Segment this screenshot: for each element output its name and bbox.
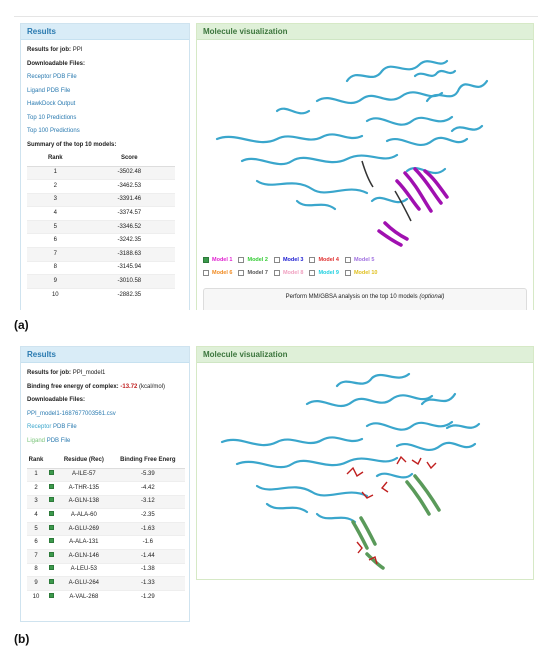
bfe-label: Binding free energy of complex:	[27, 383, 119, 390]
residue-checkbox[interactable]	[45, 468, 57, 482]
checkbox-icon	[309, 270, 315, 276]
col-residue: Residue (Rec)	[57, 454, 111, 468]
mmgbsa-panel	[203, 288, 527, 310]
rank-cell: 9	[27, 577, 45, 591]
residue-checkbox[interactable]	[45, 536, 57, 550]
table-row	[27, 180, 175, 194]
residue-cell: A-ALA-60	[57, 509, 111, 523]
ligand-pdb-link[interactable]: Ligand PDB File	[27, 87, 71, 94]
rank-cell: 1	[27, 166, 84, 180]
csv-link[interactable]: PPI_model1-1687677003561.csv	[27, 410, 116, 417]
model-toggle[interactable]	[203, 257, 232, 263]
model-toggle[interactable]	[345, 257, 374, 263]
checkbox-icon	[49, 511, 54, 516]
checkbox-icon	[49, 593, 54, 598]
table-row	[27, 495, 185, 509]
model-label: Model 10	[353, 270, 378, 276]
hotspot-residues	[347, 457, 436, 564]
rank-cell: 10	[27, 590, 45, 604]
residue-table	[27, 454, 185, 604]
top10-link[interactable]: Top 10 Predictions	[27, 114, 77, 121]
ligand-rest: PDB File	[46, 437, 71, 444]
results-panel	[20, 23, 190, 310]
bfe-value: -13.72	[120, 383, 138, 390]
score-cell: -3391.46	[84, 193, 175, 207]
receptor-ribbon-b	[222, 374, 479, 522]
table-row	[27, 509, 185, 523]
model-label: Model 7	[247, 270, 268, 276]
table-row	[27, 536, 185, 550]
ligand-pdb-link-b[interactable]	[27, 435, 183, 449]
checkbox-icon	[49, 525, 54, 530]
downloads-label-b: Downloadable Files:	[27, 397, 86, 403]
checkbox-icon	[345, 270, 351, 276]
residue-cell: A-GLN-138	[57, 495, 111, 509]
model-toggle[interactable]	[203, 270, 232, 276]
residue-checkbox[interactable]	[45, 482, 57, 496]
table-row	[27, 248, 175, 262]
checkbox-icon	[49, 470, 54, 475]
energy-cell: -5.39	[111, 468, 185, 482]
col-select	[45, 454, 57, 468]
rank-cell: 4	[27, 509, 45, 523]
molecule-viewer[interactable]	[197, 41, 533, 251]
model-label: Model 5	[353, 257, 375, 263]
table-row	[27, 275, 175, 289]
table-row	[27, 482, 185, 496]
model-toggle[interactable]	[309, 257, 338, 263]
score-cell: -2882.35	[84, 288, 175, 302]
panel-a	[14, 16, 538, 310]
table-row	[27, 207, 175, 221]
energy-cell: -1.29	[111, 590, 185, 604]
checkbox-icon	[49, 538, 54, 543]
rank-cell: 1	[27, 468, 45, 482]
viz-panel-b	[196, 346, 534, 580]
checkbox-icon	[309, 257, 315, 263]
residue-cell: A-THR-135	[57, 482, 111, 496]
results-header: Results	[21, 24, 189, 40]
residue-cell: A-GLU-269	[57, 522, 111, 536]
model-toggle[interactable]	[274, 257, 303, 263]
scores-table	[27, 152, 175, 302]
rank-cell: 7	[27, 248, 84, 262]
hawkdock-output-link[interactable]: HawkDock Output	[27, 101, 76, 107]
caption-a: (a)	[14, 318, 29, 332]
residue-checkbox[interactable]	[45, 563, 57, 577]
score-cell: -3374.57	[84, 207, 175, 221]
rank-cell: 2	[27, 180, 84, 194]
energy-cell: -1.38	[111, 563, 185, 577]
model-legend-row2	[203, 270, 383, 278]
model-label: Model 8	[282, 270, 304, 276]
table-row	[27, 522, 185, 536]
mmgbsa-title	[204, 289, 526, 300]
residue-cell: A-GLN-146	[57, 550, 111, 564]
table-row	[27, 563, 185, 577]
score-cell: -3346.52	[84, 220, 175, 234]
ligand-word: Ligand	[27, 437, 46, 444]
score-cell: -3145.94	[84, 261, 175, 275]
rank-cell: 9	[27, 275, 84, 289]
caption-b: (b)	[14, 632, 30, 646]
rank-cell: 3	[27, 495, 45, 509]
col-bfe: Binding Free Energ	[111, 454, 185, 468]
model-toggle[interactable]	[274, 270, 303, 276]
model-label: Model 6	[212, 270, 233, 276]
viz-header-b: Molecule visualization	[197, 347, 533, 363]
bfe-unit: (kcal/mol)	[139, 383, 166, 390]
residue-cell: A-ALA-131	[57, 536, 111, 550]
ligand-ribbon	[379, 169, 447, 245]
residue-checkbox[interactable]	[45, 495, 57, 509]
mmgbsa-text: Perform MM/GBSA analysis on the top 10 models	[285, 294, 418, 300]
col-rank: Rank	[27, 152, 84, 166]
bfe-line	[27, 381, 183, 395]
residue-cell: A-LEU-53	[57, 563, 111, 577]
checkbox-icon	[49, 484, 54, 489]
table-row	[27, 234, 175, 248]
viz-panel	[196, 23, 534, 310]
table-row	[27, 550, 185, 564]
rank-cell: 3	[27, 193, 84, 207]
table-row	[27, 577, 185, 591]
score-cell: -3010.58	[84, 275, 175, 289]
receptor-word: Receptor	[27, 424, 52, 430]
col-rank-b: Rank	[27, 454, 45, 468]
model-toggle[interactable]	[309, 270, 338, 276]
energy-cell: -1.63	[111, 522, 185, 536]
molecule-viewer-b[interactable]	[197, 364, 533, 579]
panel-b	[14, 342, 538, 624]
rank-cell: 5	[27, 522, 45, 536]
mmgbsa-optional: (optional)	[419, 294, 445, 300]
table-row	[27, 193, 175, 207]
residue-cell: A-ILE-57	[57, 468, 111, 482]
rank-cell: 8	[27, 563, 45, 577]
table-row	[27, 468, 185, 482]
rank-cell: 7	[27, 550, 45, 564]
residue-checkbox[interactable]	[45, 590, 57, 604]
checkbox-icon	[274, 270, 280, 276]
residue-checkbox[interactable]	[45, 522, 57, 536]
model-legend-row1	[203, 257, 380, 265]
model-toggle[interactable]	[238, 257, 267, 263]
energy-cell: -1.44	[111, 550, 185, 564]
receptor-pdb-link[interactable]: Receptor PDB File	[27, 74, 77, 80]
job-label: Results for job:	[27, 47, 72, 53]
score-cell: -3242.35	[84, 234, 175, 248]
rank-cell: 8	[27, 261, 84, 275]
checkbox-icon	[49, 579, 54, 584]
job-line	[27, 44, 183, 58]
checkbox-icon	[49, 565, 54, 570]
receptor-pdb-link-b[interactable]	[27, 421, 183, 435]
table-row	[27, 288, 175, 302]
rank-cell: 6	[27, 536, 45, 550]
top100-link[interactable]: Top 100 Predictions	[27, 128, 80, 134]
checkbox-icon	[203, 257, 209, 263]
rank-cell: 10	[27, 288, 84, 302]
job-value: PPI	[72, 47, 83, 53]
score-cell: -3502.48	[84, 166, 175, 180]
energy-cell: -2.35	[111, 509, 185, 523]
model-label: Model 9	[318, 270, 339, 276]
receptor-rest: PDB File	[53, 424, 77, 430]
table-row	[27, 261, 175, 275]
score-cell: -3462.53	[84, 180, 175, 194]
residue-checkbox[interactable]	[45, 577, 57, 591]
rank-cell: 2	[27, 482, 45, 496]
job-line-b	[27, 367, 183, 381]
ligand-ribbon-b	[353, 476, 439, 568]
job-value-b: PPI_model1	[72, 370, 106, 376]
checkbox-icon	[49, 497, 54, 502]
energy-cell: -1.6	[111, 536, 185, 550]
model-toggle[interactable]	[345, 270, 378, 276]
checkbox-icon	[238, 270, 244, 276]
summary-label: Summary of the top 10 models:	[27, 141, 117, 148]
results-header-b: Results	[21, 347, 189, 363]
results-panel-b	[20, 346, 190, 622]
table-row	[27, 220, 175, 234]
viz-header: Molecule visualization	[197, 24, 533, 40]
model-label: Model 4	[318, 257, 339, 263]
residue-cell: A-VAL-268	[57, 590, 111, 604]
checkbox-icon	[238, 257, 244, 263]
checkbox-icon	[203, 270, 209, 276]
model-label: Model 2	[247, 257, 268, 263]
job-label-b: Results for job:	[27, 370, 72, 376]
energy-cell: -4.42	[111, 482, 185, 496]
checkbox-icon	[274, 257, 280, 263]
downloads-label: Downloadable Files:	[27, 60, 86, 67]
energy-cell: -1.33	[111, 577, 185, 591]
model-label: Model 1	[212, 257, 233, 263]
energy-cell: -3.12	[111, 495, 185, 509]
col-score: Score	[84, 152, 175, 166]
model-label: Model 3	[282, 257, 304, 263]
receptor-ribbon	[217, 61, 487, 209]
residue-checkbox[interactable]	[45, 509, 57, 523]
residue-checkbox[interactable]	[45, 550, 57, 564]
checkbox-icon	[49, 552, 54, 557]
checkbox-icon	[345, 257, 351, 263]
table-row	[27, 166, 175, 180]
residue-cell: A-GLU-264	[57, 577, 111, 591]
score-cell: -3188.63	[84, 248, 175, 262]
rank-cell: 4	[27, 207, 84, 221]
model-toggle[interactable]	[238, 270, 267, 276]
rank-cell: 5	[27, 220, 84, 234]
rank-cell: 6	[27, 234, 84, 248]
table-row	[27, 590, 185, 604]
